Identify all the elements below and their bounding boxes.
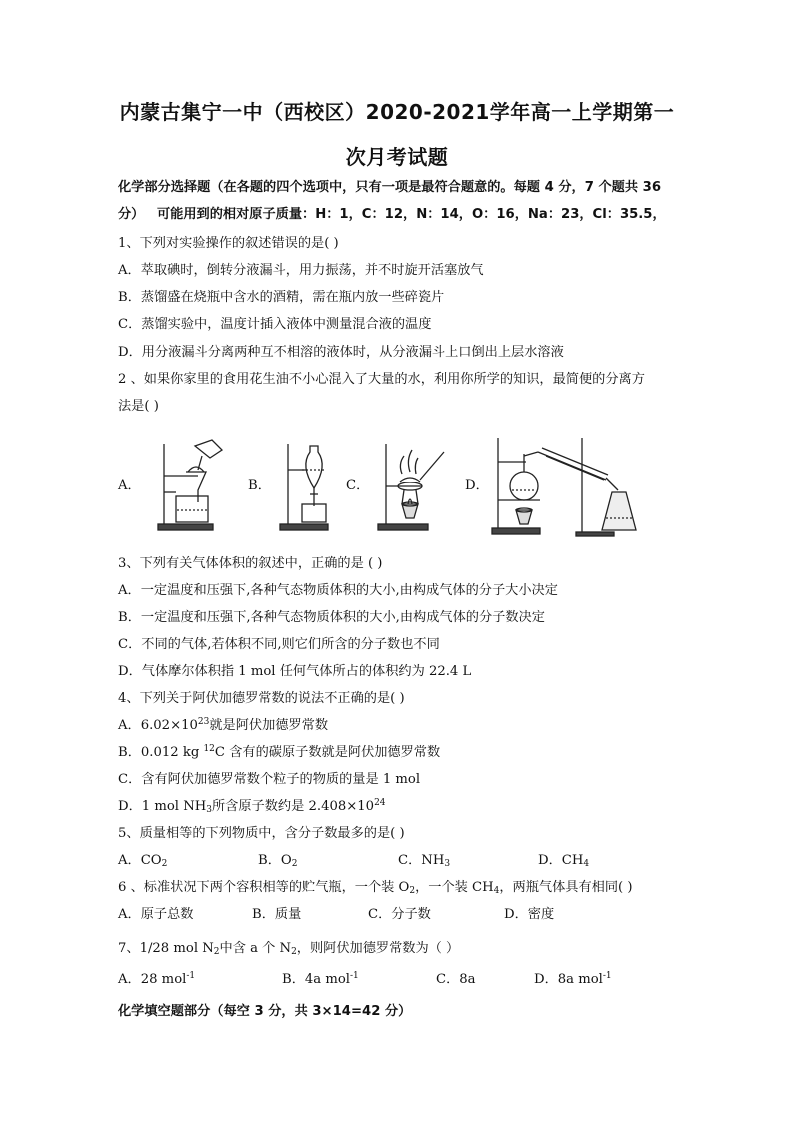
q4-stem: 4、下列关于阿伏加德罗常数的说法不正确的是( ) <box>118 691 405 706</box>
q7-stem: 7、1/28 mol $N_2$中含 a 个 $N_2$，则阿伏加德罗常数为（ ） <box>118 941 460 957</box>
q2-label-b: B． <box>248 478 271 493</box>
q4-option-b: B．0.012 kg $^{12}$C 含有的碳原子数就是阿伏加德罗常数 <box>118 744 441 760</box>
q3-option-c: C．不同的气体,若体积不同,则它们所含的分子数也不同 <box>118 637 440 652</box>
separatory-funnel-image <box>272 432 332 534</box>
distillation-apparatus-image <box>486 432 642 538</box>
q3-stem: 3、下列有关气体体积的叙述中，正确的是 ( ) <box>118 556 383 571</box>
q5-option-b: B．$O_2$ <box>258 853 298 869</box>
page-title-line2: 次月考试题 <box>345 145 449 169</box>
q3-option-b: B．一定温度和压强下,各种气态物质体积的大小,由构成气体的分子数决定 <box>118 610 545 625</box>
q2-stem-line2: 法是( ) <box>118 399 159 414</box>
section2-heading: 化学填空题部分（每空 3 分，共 3×14=42 分） <box>118 1004 412 1019</box>
q2-label-c: C． <box>346 478 370 493</box>
q5-option-a: A．$CO_2$ <box>118 853 168 869</box>
q4-option-c: C．含有阿伏加德罗常数个粒子的物质的量是 1 mol <box>118 772 421 787</box>
q6-option-a: A．原子总数 <box>118 907 194 922</box>
q6-option-c: C．分子数 <box>368 907 431 922</box>
q6-stem: 6 、标准状况下两个容积相等的贮气瓶，一个装 $O_2$，一个装 $CH_4$，两瓶气体具有相同( ) <box>118 880 633 896</box>
section1-instructions: 化学部分选择题（在各题的四个选项中，只有一项是最符合题意的。每题 4 分，7 个题共 36 <box>118 180 662 195</box>
q3-option-a: A．一定温度和压强下,各种气态物质体积的大小,由构成气体的分子大小决定 <box>118 583 558 598</box>
q7-option-c: C．8a <box>436 972 476 987</box>
page-title-line1: 内蒙古集宁一中（西校区）2020-2021学年高一上学期第一 <box>119 100 675 124</box>
q4-option-d: D．1 mol $NH_3$所含原子数约是 $2.408\times 10^{24}$ <box>118 798 386 815</box>
q5-option-d: D．$CH_4$ <box>538 853 590 869</box>
q4-option-a: A．$6.02\times 10^{23}$就是阿伏加德罗常数 <box>118 717 329 733</box>
q2-label-a: A． <box>118 478 141 493</box>
q2-label-d: D． <box>465 478 489 493</box>
q6-option-b: B．质量 <box>252 907 302 922</box>
q1-option-c: C．蒸馏实验中，温度计插入液体中测量混合液的温度 <box>118 317 432 332</box>
q7-option-d: D．8a mol$^{-1}$ <box>534 971 612 987</box>
q6-option-d: D．密度 <box>504 907 555 922</box>
q7-option-a: A．28 mol$^{-1}$ <box>118 971 196 987</box>
q3-option-d: D．气体摩尔体积指 1 mol 任何气体所占的体积约为 22.4 L <box>118 664 472 679</box>
filtration-apparatus-image <box>150 432 230 534</box>
q1-stem: 1、下列对实验操作的叙述错误的是( ) <box>118 236 339 251</box>
q1-option-a: A．萃取碘时，倒转分液漏斗，用力振荡，并不时旋开活塞放气 <box>118 263 484 278</box>
evaporation-apparatus-image <box>372 432 452 534</box>
q1-option-d: D．用分液漏斗分离两种互不相溶的液体时，从分液漏斗上口倒出上层水溶液 <box>118 345 564 360</box>
q2-stem-line1: 2 、如果你家里的食用花生油不小心混入了大量的水，利用你所学的知识，最简便的分离方 <box>118 372 645 387</box>
section1-atomic-masses: 分） 可能用到的相对原子质量：H：1，C：12，N：14，O：16，Na：23，Cl：35.5， <box>118 207 666 222</box>
q5-stem: 5、质量相等的下列物质中，含分子数最多的是( ) <box>118 826 405 841</box>
q7-option-b: B．4a mol$^{-1}$ <box>282 971 359 987</box>
q1-option-b: B．蒸馏盛在烧瓶中含水的酒精，需在瓶内放一些碎瓷片 <box>118 290 445 305</box>
q5-option-c: C．$NH_3$ <box>398 853 451 869</box>
